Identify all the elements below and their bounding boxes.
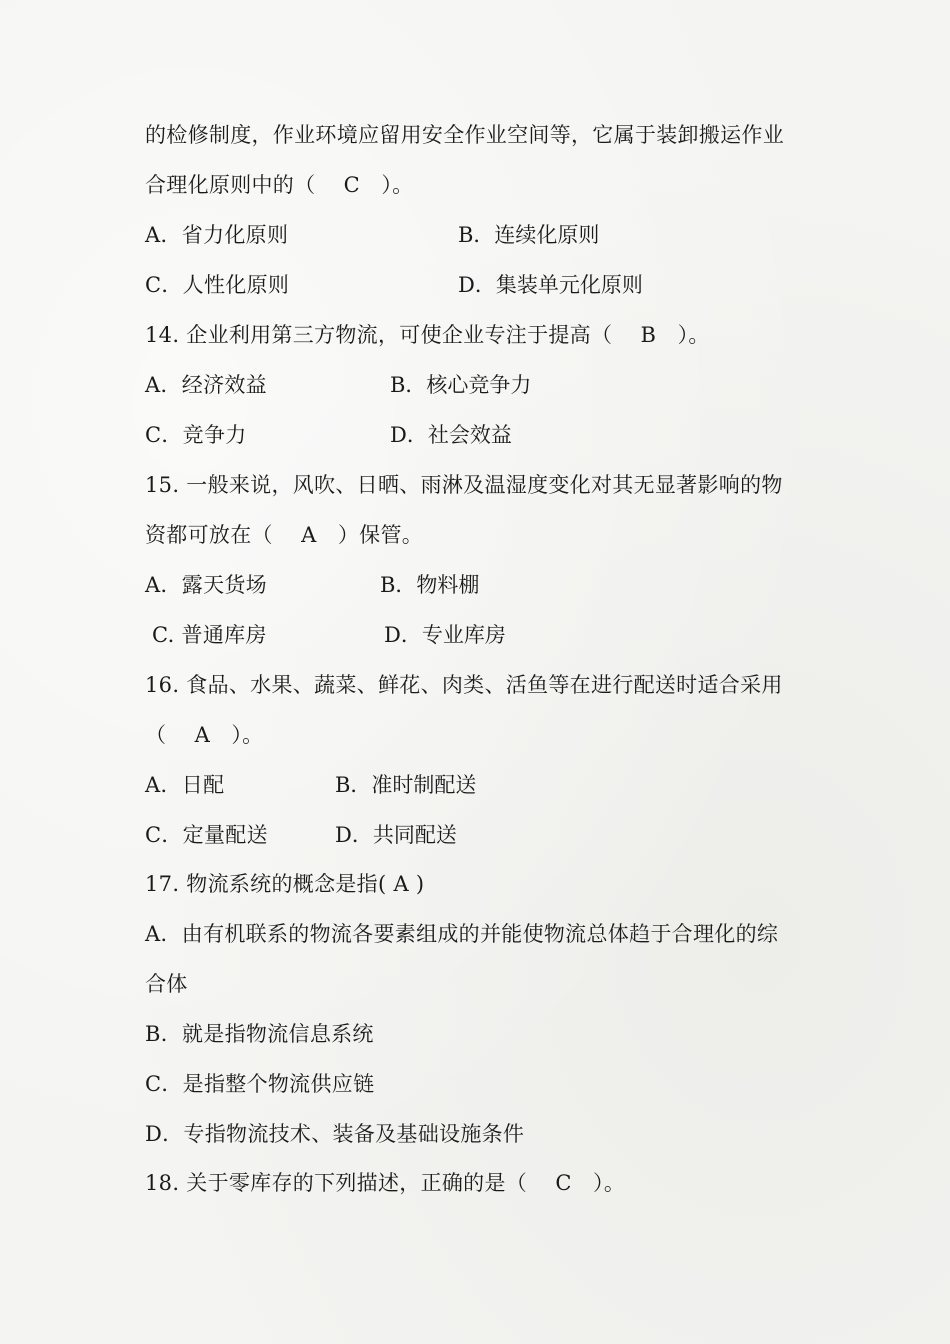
question-15-option-a: A．露天货场 — [145, 573, 267, 597]
question-14-option-b: B．核心竞争力 — [390, 373, 532, 397]
question-14-option-d: D．社会效益 — [390, 423, 512, 447]
question-16-text-line-1: 16. 食品、水果、蔬菜、鲜花、肉类、活鱼等在进行配送时适合采用 — [145, 673, 783, 697]
question-16-option-a: A．日配 — [145, 773, 225, 797]
question-13-text-line-1: 的检修制度，作业环境应留用安全作业空间等，它属于装卸搬运作业 — [145, 123, 784, 147]
question-16-option-c: C．定量配送 — [145, 823, 268, 847]
question-16-option-d: D．共同配送 — [335, 823, 457, 847]
question-13-text-line-2: 合理化原则中的（ C ）。 — [145, 173, 414, 197]
question-18-text: 18. 关于零库存的下列描述，正确的是（ C ）。 — [145, 1171, 626, 1195]
question-15-text-line-1: 15. 一般来说，风吹、日晒、雨淋及温湿度变化对其无显著影响的物 — [145, 473, 783, 497]
question-17-option-a-line-2: 合体 — [145, 972, 188, 996]
question-14-option-c: C．竞争力 — [145, 423, 247, 447]
question-13-option-d: D．集装单元化原则 — [458, 273, 643, 297]
question-14-option-a: A．经济效益 — [145, 373, 267, 397]
question-16-text-line-2: （ A ）。 — [145, 723, 264, 747]
question-15-text-line-2: 资都可放在（ A ）保管。 — [145, 523, 424, 547]
question-15-option-c: C. 普通库房 — [145, 623, 267, 647]
question-13-option-a: A．省力化原则 — [145, 223, 289, 247]
question-17-option-a-line-1: A．由有机联系的物流各要素组成的并能使物流总体趋于合理化的综 — [145, 922, 779, 946]
question-15-option-b: B．物料棚 — [380, 573, 480, 597]
question-13-option-c: C．人性化原则 — [145, 273, 290, 297]
question-15-option-d: D．专业库房 — [384, 623, 506, 647]
question-17-option-b: B．就是指物流信息系统 — [145, 1022, 374, 1046]
question-17-option-c: C．是指整个物流供应链 — [145, 1072, 375, 1096]
question-14-text: 14. 企业利用第三方物流，可使企业专注于提高（ B ）。 — [145, 323, 710, 347]
question-17-option-d: D．专指物流技术、装备及基础设施条件 — [145, 1122, 525, 1146]
question-17-text: 17. 物流系统的概念是指( A ) — [145, 872, 425, 896]
question-13-option-b: B．连续化原则 — [458, 223, 600, 247]
question-16-option-b: B．准时制配送 — [335, 773, 477, 797]
